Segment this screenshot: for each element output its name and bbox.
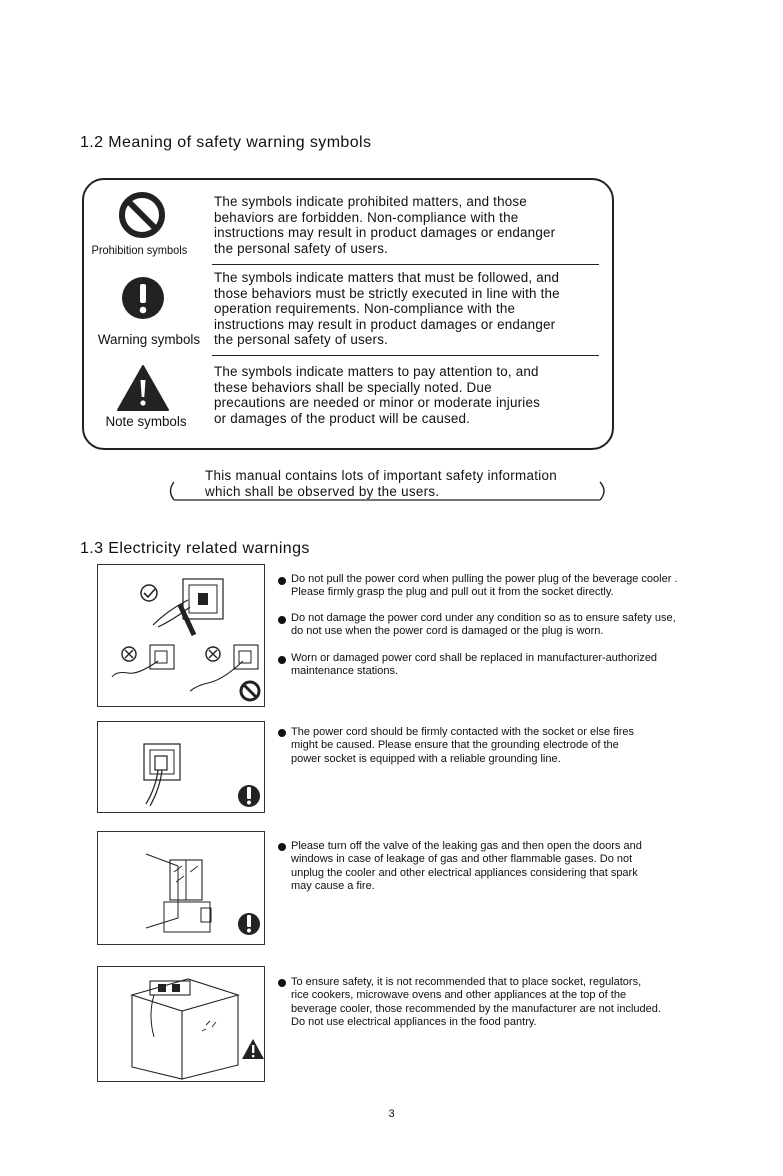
bullet-dot	[278, 656, 286, 664]
note-symbols-label: Note symbols	[105, 414, 187, 429]
notice-line-2: which shall be observed by the users.	[205, 484, 440, 499]
bullet-dot	[278, 577, 286, 585]
bullet-text: Do not pull the power cord when pulling the power plug of the beverage cooler . Please firmly grasp the plug and pull out it from the socket directly.	[291, 573, 678, 599]
warning-exclamation-icon	[121, 276, 165, 320]
section-heading-symbols: 1.2 Meaning of safety warning symbols	[80, 134, 372, 151]
bullet-dot	[278, 979, 286, 987]
bullet-text: Please turn off the valve of the leaking gas and then open the doors and windows in case of leakage of gas and other flammable gases. Do not unplug the cooler and other electrical appliances considering that spark may cause a fire.	[291, 840, 642, 893]
prohibition-description: The symbols indicate prohibited matters, and those behaviors are forbidden. Non-compliance with the instructions may result in product damages or endanger the personal safety of users.	[214, 194, 556, 256]
warning-symbols-label: Warning symbols	[97, 332, 201, 347]
page-number: 3	[388, 1108, 395, 1120]
warning-description: The symbols indicate matters that must be followed, and those behaviors must be strictly executed in line with the operation requirements. Non-compliance with the instructions may result in product damages or endanger the personal safety of users.	[214, 270, 560, 348]
illustration-power-plug	[97, 564, 265, 707]
note-description: The symbols indicate matters to pay attention to, and these behaviors shall be specially noted. Due precautions are needed or minor or moderate injuries or damages of the product will be caused.	[214, 364, 540, 426]
bullet-dot	[278, 729, 286, 737]
bullet-text: Do not damage the power cord under any condition so as to ensure safety use, do not use when the power cord is damaged or the plug is worn.	[291, 612, 676, 638]
illustration-gas-leak-window	[97, 831, 265, 945]
bullet-text: The power cord should be firmly contacted with the socket or else fires might be caused. Please ensure that the grounding electrode of the power socket is equipped with a reliable grounding line.	[291, 726, 634, 765]
prohibition-symbols-label: Prohibition symbols	[91, 243, 188, 257]
illustration-grounded-socket	[97, 721, 265, 813]
prohibition-icon	[119, 192, 165, 238]
bullet-dot	[278, 843, 286, 851]
separator-line	[212, 355, 599, 356]
section-heading-electricity: 1.3 Electricity related warnings	[80, 540, 310, 557]
illustration-appliance-on-cooler	[97, 966, 265, 1082]
bullet-text: Worn or damaged power cord shall be replaced in manufacturer-authorized maintenance stations.	[291, 652, 658, 678]
bullet-text: To ensure safety, it is not recommended that to place socket, regulators, rice cookers, microwave ovens and other appliances at the top of the beverage cooler, those recommended by the manufacturer are not included. Do not use electrical appliances in the food pantry.	[291, 976, 661, 1029]
note-triangle-icon	[116, 364, 170, 412]
separator-line	[212, 264, 599, 265]
notice-line-1: This manual contains lots of important safety information	[205, 468, 558, 483]
bullet-dot	[278, 616, 286, 624]
